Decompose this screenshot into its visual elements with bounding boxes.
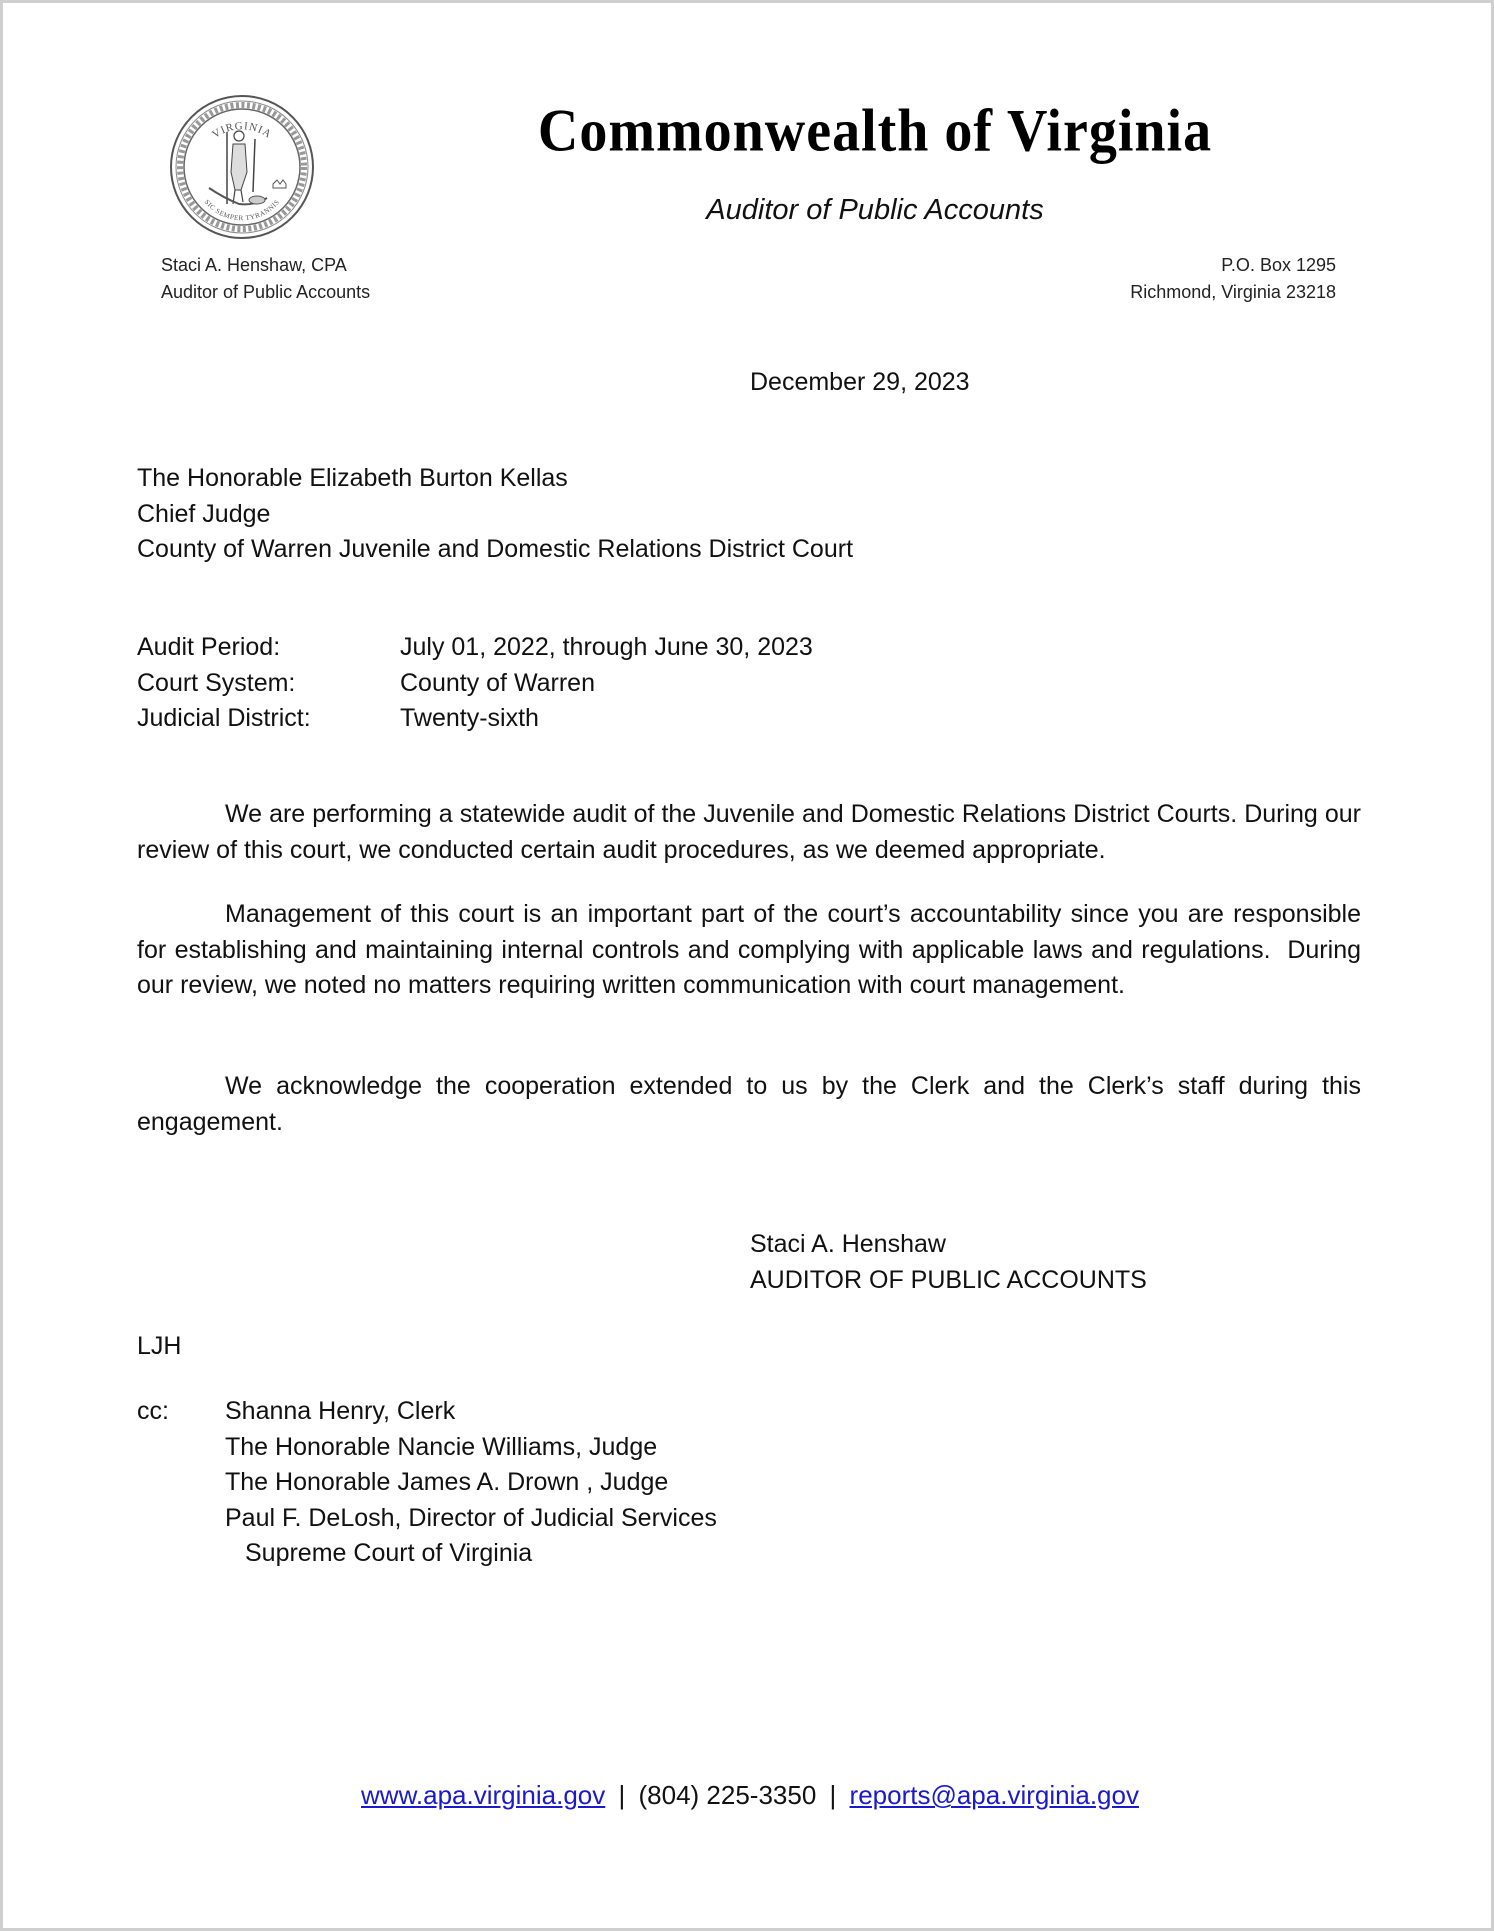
cc-recipient: The Honorable James A. Drown , Judge <box>225 1468 669 1497</box>
body-paragraph-1: We are performing a statewide audit of the Juvenile and Domestic Relations District Courts. During our review of this court, we conducted certain audit procedures, as we deemed appropriate. <box>137 800 1361 864</box>
letterhead-subtitle: Auditor of Public Accounts <box>706 194 1044 226</box>
website-link[interactable]: www.apa.virginia.gov <box>361 1780 606 1810</box>
recipient-block <box>137 461 853 568</box>
cc-recipient: Shanna Henry, Clerk <box>225 1397 456 1425</box>
audit-info-row <box>137 630 813 666</box>
audit-info-label: Judicial District: <box>137 704 311 733</box>
address-line-2: Richmond, Virginia 23218 <box>1130 282 1336 302</box>
audit-info-table <box>137 630 813 737</box>
audit-info-value: Twenty-sixth <box>400 704 539 733</box>
cc-label: cc: <box>137 1397 169 1425</box>
audit-info-value: County of Warren <box>400 668 595 697</box>
letterhead-title: Commonwealth of Virginia <box>537 97 1213 165</box>
email-link[interactable]: reports@apa.virginia.gov <box>849 1780 1139 1810</box>
recipient-court: County of Warren Juvenile and Domestic Relations District Court <box>137 535 854 564</box>
phone-number: (804) 225-3350 <box>638 1780 817 1810</box>
svg-text:VIRGINIA: VIRGINIA <box>210 120 274 141</box>
body-paragraph-2: Management of this court is an important part of the court’s accountability since you are responsible for establishing and maintaining internal controls and complying with applicable laws and regulations. During our review, we noted no matters requiring written communication with court management. <box>137 900 1368 1000</box>
recipient-name: The Honorable Elizabeth Burton Kellas <box>137 464 568 492</box>
signature-title: AUDITOR OF PUBLIC ACCOUNTS <box>750 1265 1147 1294</box>
signature-block <box>750 1227 1147 1298</box>
sender-block <box>161 252 370 306</box>
address-line-1: P.O. Box 1295 <box>1221 255 1336 275</box>
cc-list <box>225 1394 717 1572</box>
cc-recipient: The Honorable Nancie Williams, Judge <box>225 1432 658 1461</box>
cc-recipient: Paul F. DeLosh, Director of Judicial Services <box>225 1503 717 1532</box>
sender-name: Staci A. Henshaw, CPA <box>161 255 347 275</box>
body-paragraph-3: We acknowledge the cooperation extended to us by the Clerk and the Clerk’s staff during this engagement. <box>137 1072 1361 1136</box>
svg-text:SIC SEMPER TYRANNIS: SIC SEMPER TYRANNIS <box>202 198 282 223</box>
recipient-title: Chief Judge <box>137 499 271 528</box>
letter-date: December 29, 2023 <box>750 368 970 396</box>
audit-info-label: Audit Period: <box>137 633 281 661</box>
cc-recipient-org: Supreme Court of Virginia <box>245 1539 533 1568</box>
audit-info-row <box>137 666 813 702</box>
footer-separator: | <box>618 1780 626 1810</box>
typist-initials: LJH <box>137 1332 182 1360</box>
footer-separator: | <box>829 1780 837 1810</box>
signature-name: Staci A. Henshaw <box>750 1230 946 1258</box>
audit-info-value: July 01, 2022, through June 30, 2023 <box>400 633 813 661</box>
address-block <box>1130 252 1336 306</box>
audit-info-label: Court System: <box>137 668 296 697</box>
footer <box>3 1780 1494 1811</box>
sender-title: Auditor of Public Accounts <box>161 282 371 302</box>
audit-info-row <box>137 701 813 737</box>
